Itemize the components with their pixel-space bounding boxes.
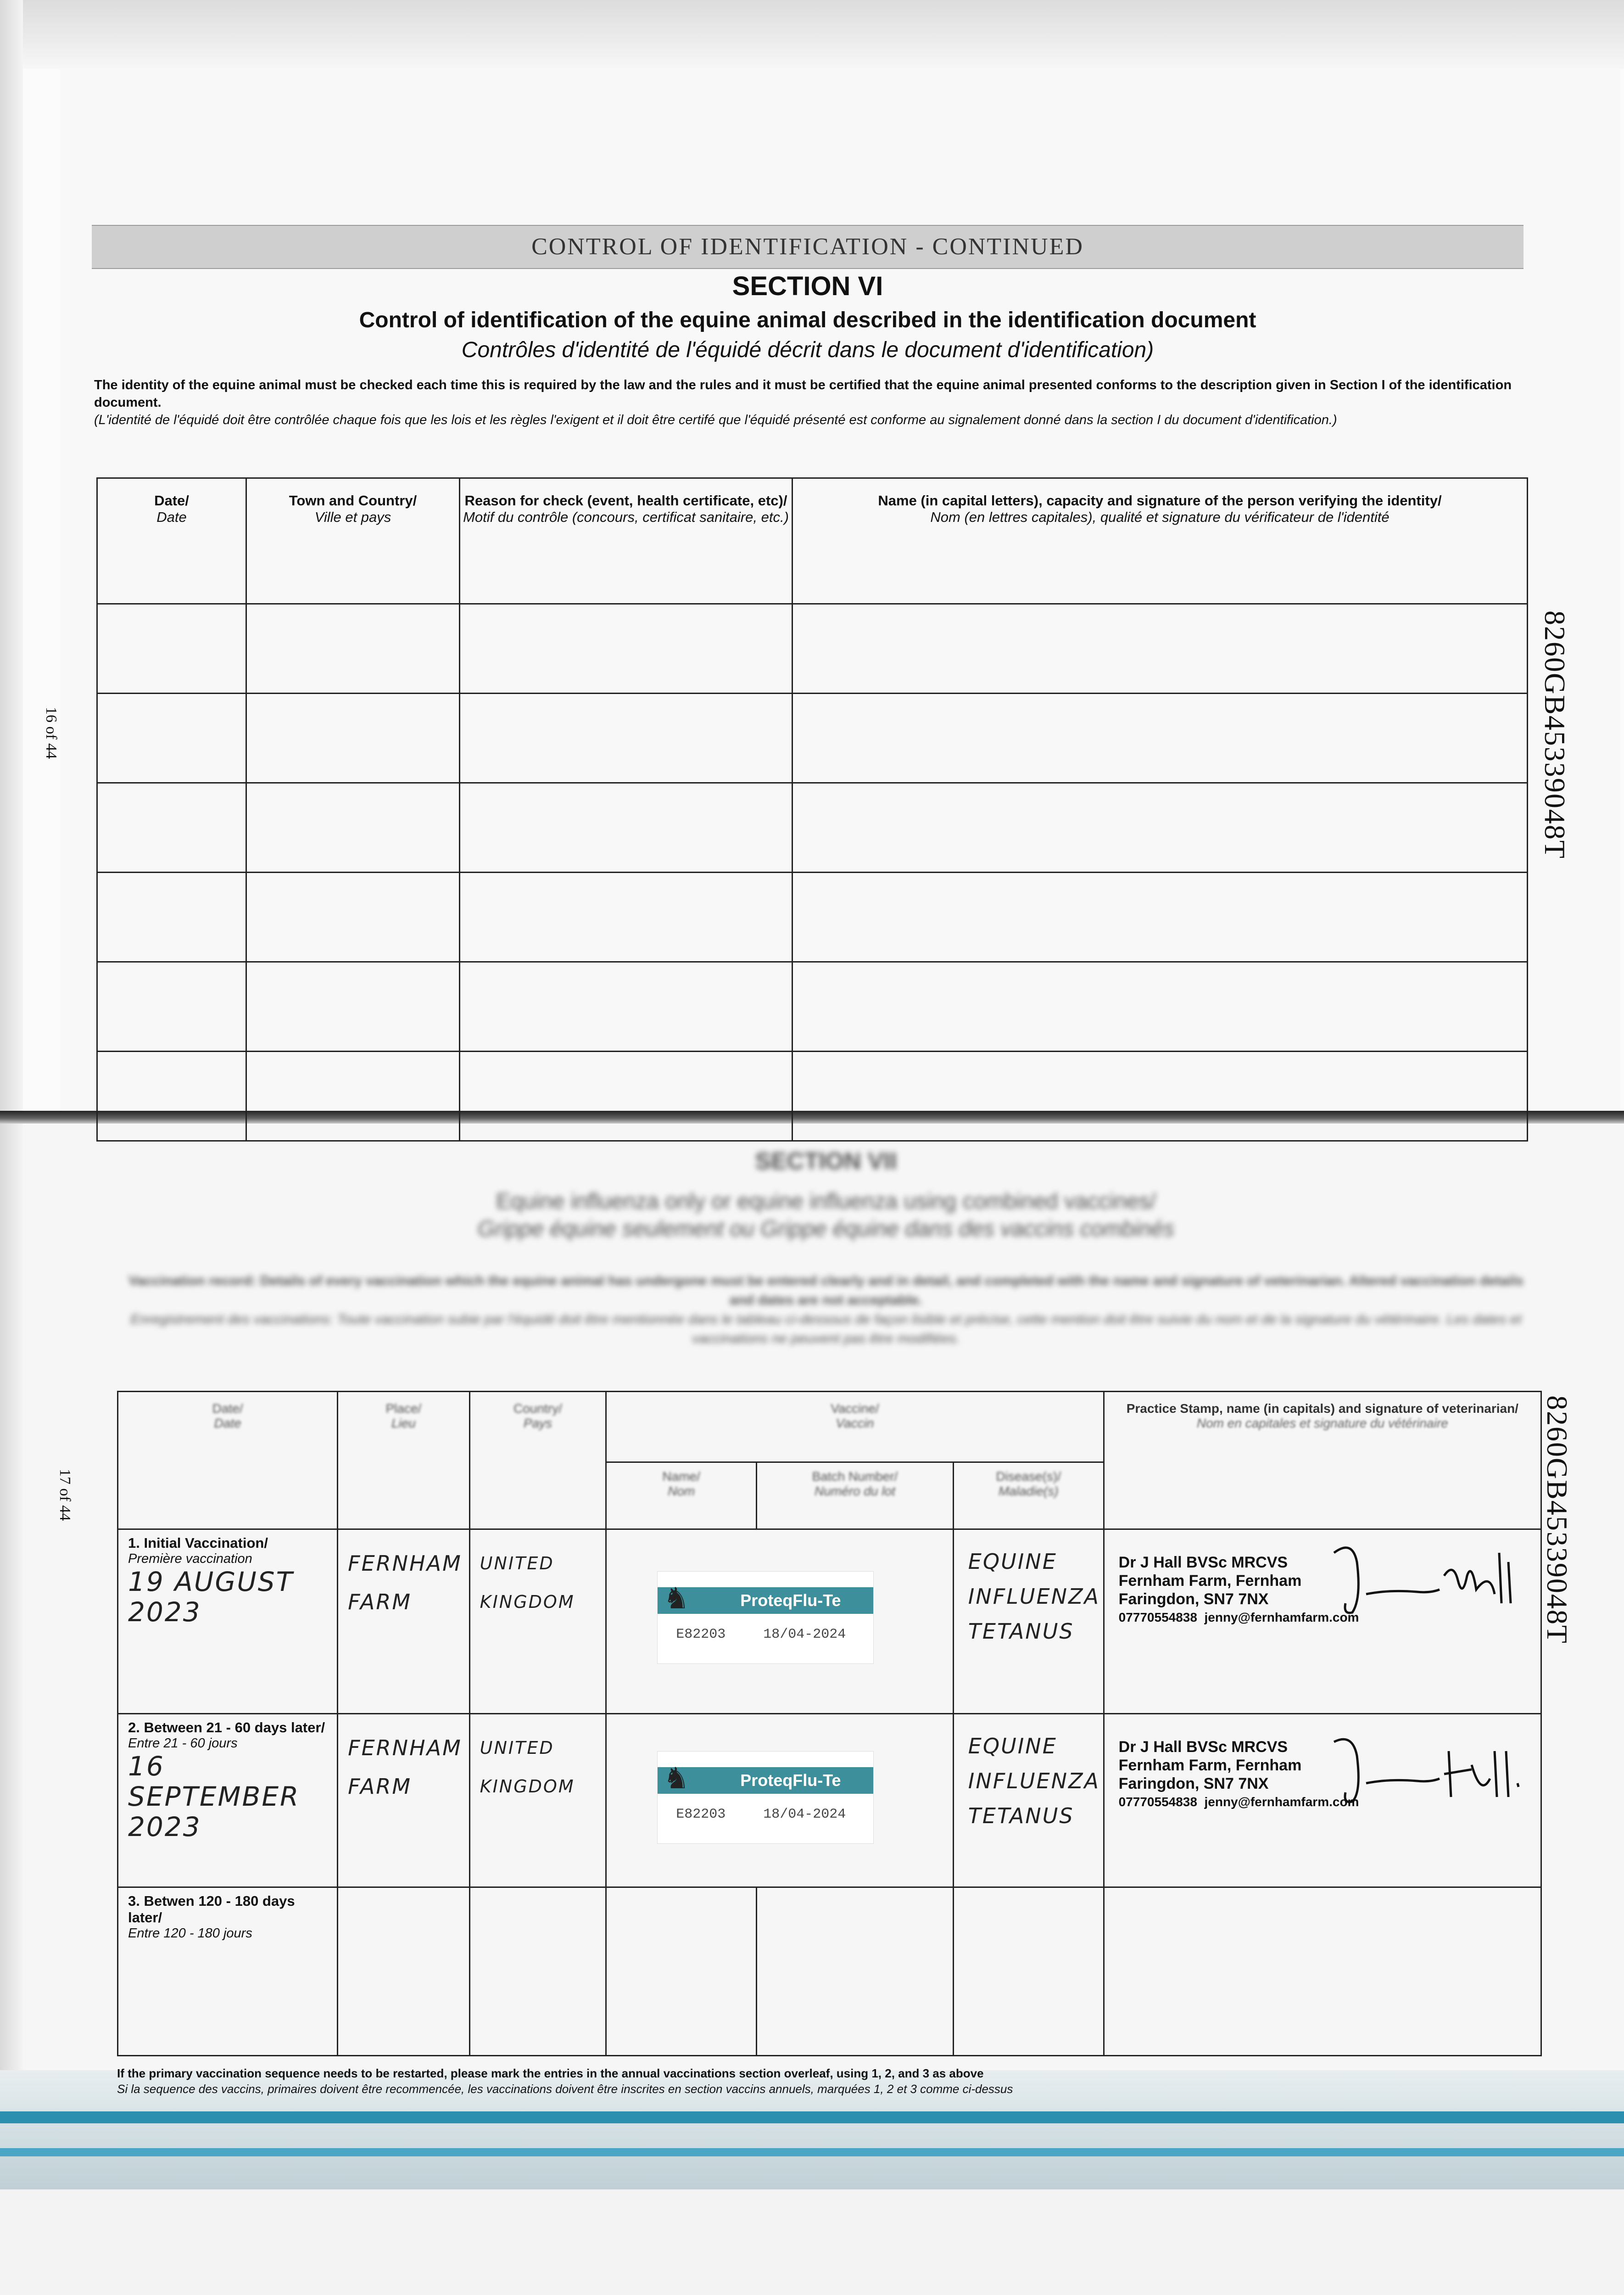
- cell-vaccine-label: [606, 1713, 954, 1887]
- intro-paragraph: [94, 376, 1521, 429]
- cell-place: [338, 1713, 470, 1887]
- header-verifier: Name (in capital letters), capacity and signature of the person verifying the identity/ Nom (en lettres capitales), qualité et signature du vérificateur de l'identité: [792, 478, 1528, 604]
- intro-paragraph: [124, 1271, 1528, 1349]
- handwritten-country: UNITED KINGDOM: [480, 1737, 575, 1797]
- handwritten-date: 19 AUGUST 2023: [128, 1566, 294, 1628]
- cell-place: [338, 1529, 470, 1713]
- header-reason: Reason for check (event, health certificate, etc)/ Motif du contrôle (concours, certificat sanitaire, etc.): [460, 478, 792, 604]
- section-subtitle-fr: Grippe équine seulement ou Grippe équine dans des vaccins combinés: [477, 1217, 1175, 1241]
- header-batch: Batch Number/ Numéro du lot: [757, 1462, 954, 1529]
- handwritten-date: 16 SEPTEMBER 2023: [128, 1750, 300, 1842]
- identity-check-table: [96, 477, 1528, 1142]
- vaccine-expiry: 18/04-2024: [763, 1806, 846, 1822]
- header-place: Place/ Lieu: [338, 1392, 470, 1529]
- horse-logo-icon: ♞: [663, 1761, 690, 1795]
- vet-signature: [1325, 1534, 1527, 1626]
- vaccine-brand: ProteqFlu-Te: [740, 1770, 841, 1790]
- passport-id: 8260GB45339048T: [1541, 1395, 1574, 1644]
- table-row: [118, 1887, 1541, 2056]
- intro-fr: Enregistrement des vaccinations: Toute vaccination subie par l'équidé doit être mentionnée dans le tableau ci-dessous de façon lisible et précise, cette mention doit être suivie du nom et de la signature du vétérinaire. Les dates et vaccinations ne peuvent pas être modifiées.: [130, 1312, 1522, 1346]
- section-subtitle-en: Control of identification of the equine animal described in the identification document: [359, 308, 1256, 332]
- table-header-row: [97, 478, 1528, 604]
- vaccine-batch: E82203: [676, 1806, 726, 1822]
- section-banner: CONTROL OF IDENTIFICATION - CONTINUED: [92, 225, 1524, 269]
- table-header-row: [118, 1392, 1541, 1462]
- table-row: [118, 1713, 1541, 1887]
- vaccine-expiry: 18/04-2024: [763, 1627, 846, 1643]
- table-row: [97, 873, 1528, 962]
- section-subtitle-fr: Contrôles d'identité de l'équidé décrit dans le document d'identification): [461, 338, 1154, 362]
- horse-logo-icon: ♞: [663, 1582, 690, 1615]
- section-title: SECTION VI: [732, 271, 883, 301]
- table-row: [97, 1052, 1528, 1141]
- footer-en: If the primary vaccination sequence needs to be restarted, please mark the entries in the annual vaccinations section overleaf, using 1, 2, and 3 as above: [117, 2066, 984, 2080]
- header-town-country: Town and Country/ Ville et pays: [246, 478, 460, 604]
- vet-stamp: Dr J Hall BVSc MRCVS Fernham Farm, Fernham Faringdon, SN7 7NX 07770554838 jenny@fernhamfarm.com: [1118, 1738, 1359, 1809]
- footer-note: [117, 2066, 1540, 2097]
- cell-disease: [953, 1529, 1104, 1713]
- section-title: SECTION VII: [755, 1148, 897, 1175]
- table-row: [97, 962, 1528, 1052]
- vet-signature: [1325, 1733, 1527, 1815]
- scan-top-shadow: [0, 0, 1624, 69]
- table-row: [118, 1529, 1541, 1713]
- vaccine-sticker: [657, 1751, 874, 1844]
- cover-blue-stripe: [0, 2111, 1624, 2123]
- handwritten-disease: EQUINE INFLUENZA TETANUS: [968, 1733, 1100, 1828]
- scan-left-edge: [0, 0, 23, 2295]
- handwritten-disease: EQUINE INFLUENZA TETANUS: [968, 1549, 1100, 1644]
- handwritten-place: FERNHAM FARM: [348, 1551, 462, 1615]
- cell-date: 1. Initial Vaccination/ Première vaccination 19 AUGUST 2023: [118, 1529, 338, 1713]
- page-number: 16 of 44: [43, 707, 60, 759]
- header-stamp: Practice Stamp, name (in capitals) and signature of veterinarian/ Nom en capitales et signature du vétérinaire: [1104, 1392, 1541, 1529]
- header-date: Date/ Date: [118, 1392, 338, 1529]
- cell-disease: [953, 1713, 1104, 1887]
- passport-id: 8260GB45339048T: [1539, 610, 1571, 859]
- footer-fr: Si la sequence des vaccins, primaires doivent être recommencée, les vaccinations doivent être inscrites en section vaccins annuels, marquées 1, 2 et 3 comme ci-dessus: [117, 2082, 1013, 2096]
- table-row: [97, 783, 1528, 873]
- intro-fr: (L'identité de l'équidé doit être contrôlée chaque fois que les lois et les règles l'exigent et il doit être certifé que l'équidé présenté est conforme au signalement donné dans la section I du document d'identification.): [94, 413, 1337, 427]
- cell-stamp: [1104, 1529, 1541, 1713]
- vet-stamp: Dr J Hall BVSc MRCVS Fernham Farm, Fernham Faringdon, SN7 7NX 07770554838 jenny@fernhamfarm.com: [1118, 1554, 1359, 1625]
- header-disease: Disease(s)/ Maladie(s): [953, 1462, 1104, 1529]
- scan-bottom-area: [0, 2189, 1624, 2295]
- cover-blue-stripe-2: [0, 2148, 1624, 2156]
- handwritten-country: UNITED KINGDOM: [480, 1553, 575, 1612]
- handwritten-place: FERNHAM FARM: [348, 1735, 462, 1799]
- cell-vaccine-label: [606, 1529, 954, 1713]
- intro-en: Vaccination record: Details of every vaccination which the equine animal has undergone must be entered clearly and in detail, and completed with the name and signature of veterinarian. Altered vaccination details and dates are not acceptable.: [128, 1273, 1524, 1308]
- header-country: Country/ Pays: [469, 1392, 606, 1529]
- cell-date: 3. Betwen 120 - 180 days later/ Entre 120 - 180 jours: [118, 1887, 338, 2056]
- vaccination-table: [117, 1391, 1542, 2056]
- vaccine-brand: ProteqFlu-Te: [740, 1591, 841, 1610]
- cell-stamp: [1104, 1713, 1541, 1887]
- vaccine-sticker: [657, 1571, 874, 1664]
- header-vaccine-name: Name/ Nom: [606, 1462, 757, 1529]
- page-number: 17 of 44: [56, 1469, 73, 1521]
- section-subtitle-en: Equine influenza only or equine influenza using combined vaccines/: [496, 1189, 1156, 1214]
- header-date: Date/ Date: [97, 478, 246, 604]
- vaccine-batch: E82203: [676, 1627, 726, 1643]
- cell-date: 2. Between 21 - 60 days later/ Entre 21 - 60 jours 16 SEPTEMBER 2023: [118, 1713, 338, 1887]
- cell-country: [469, 1713, 606, 1887]
- table-row: [97, 694, 1528, 783]
- cell-country: [469, 1529, 606, 1713]
- intro-en: The identity of the equine animal must be checked each time this is required by the law and the rules and it must be certified that the equine animal presented conforms to the description given in Section I of the identification document.: [94, 378, 1512, 410]
- header-vaccine: Vaccine/ Vaccin: [606, 1392, 1104, 1462]
- table-row: [97, 604, 1528, 694]
